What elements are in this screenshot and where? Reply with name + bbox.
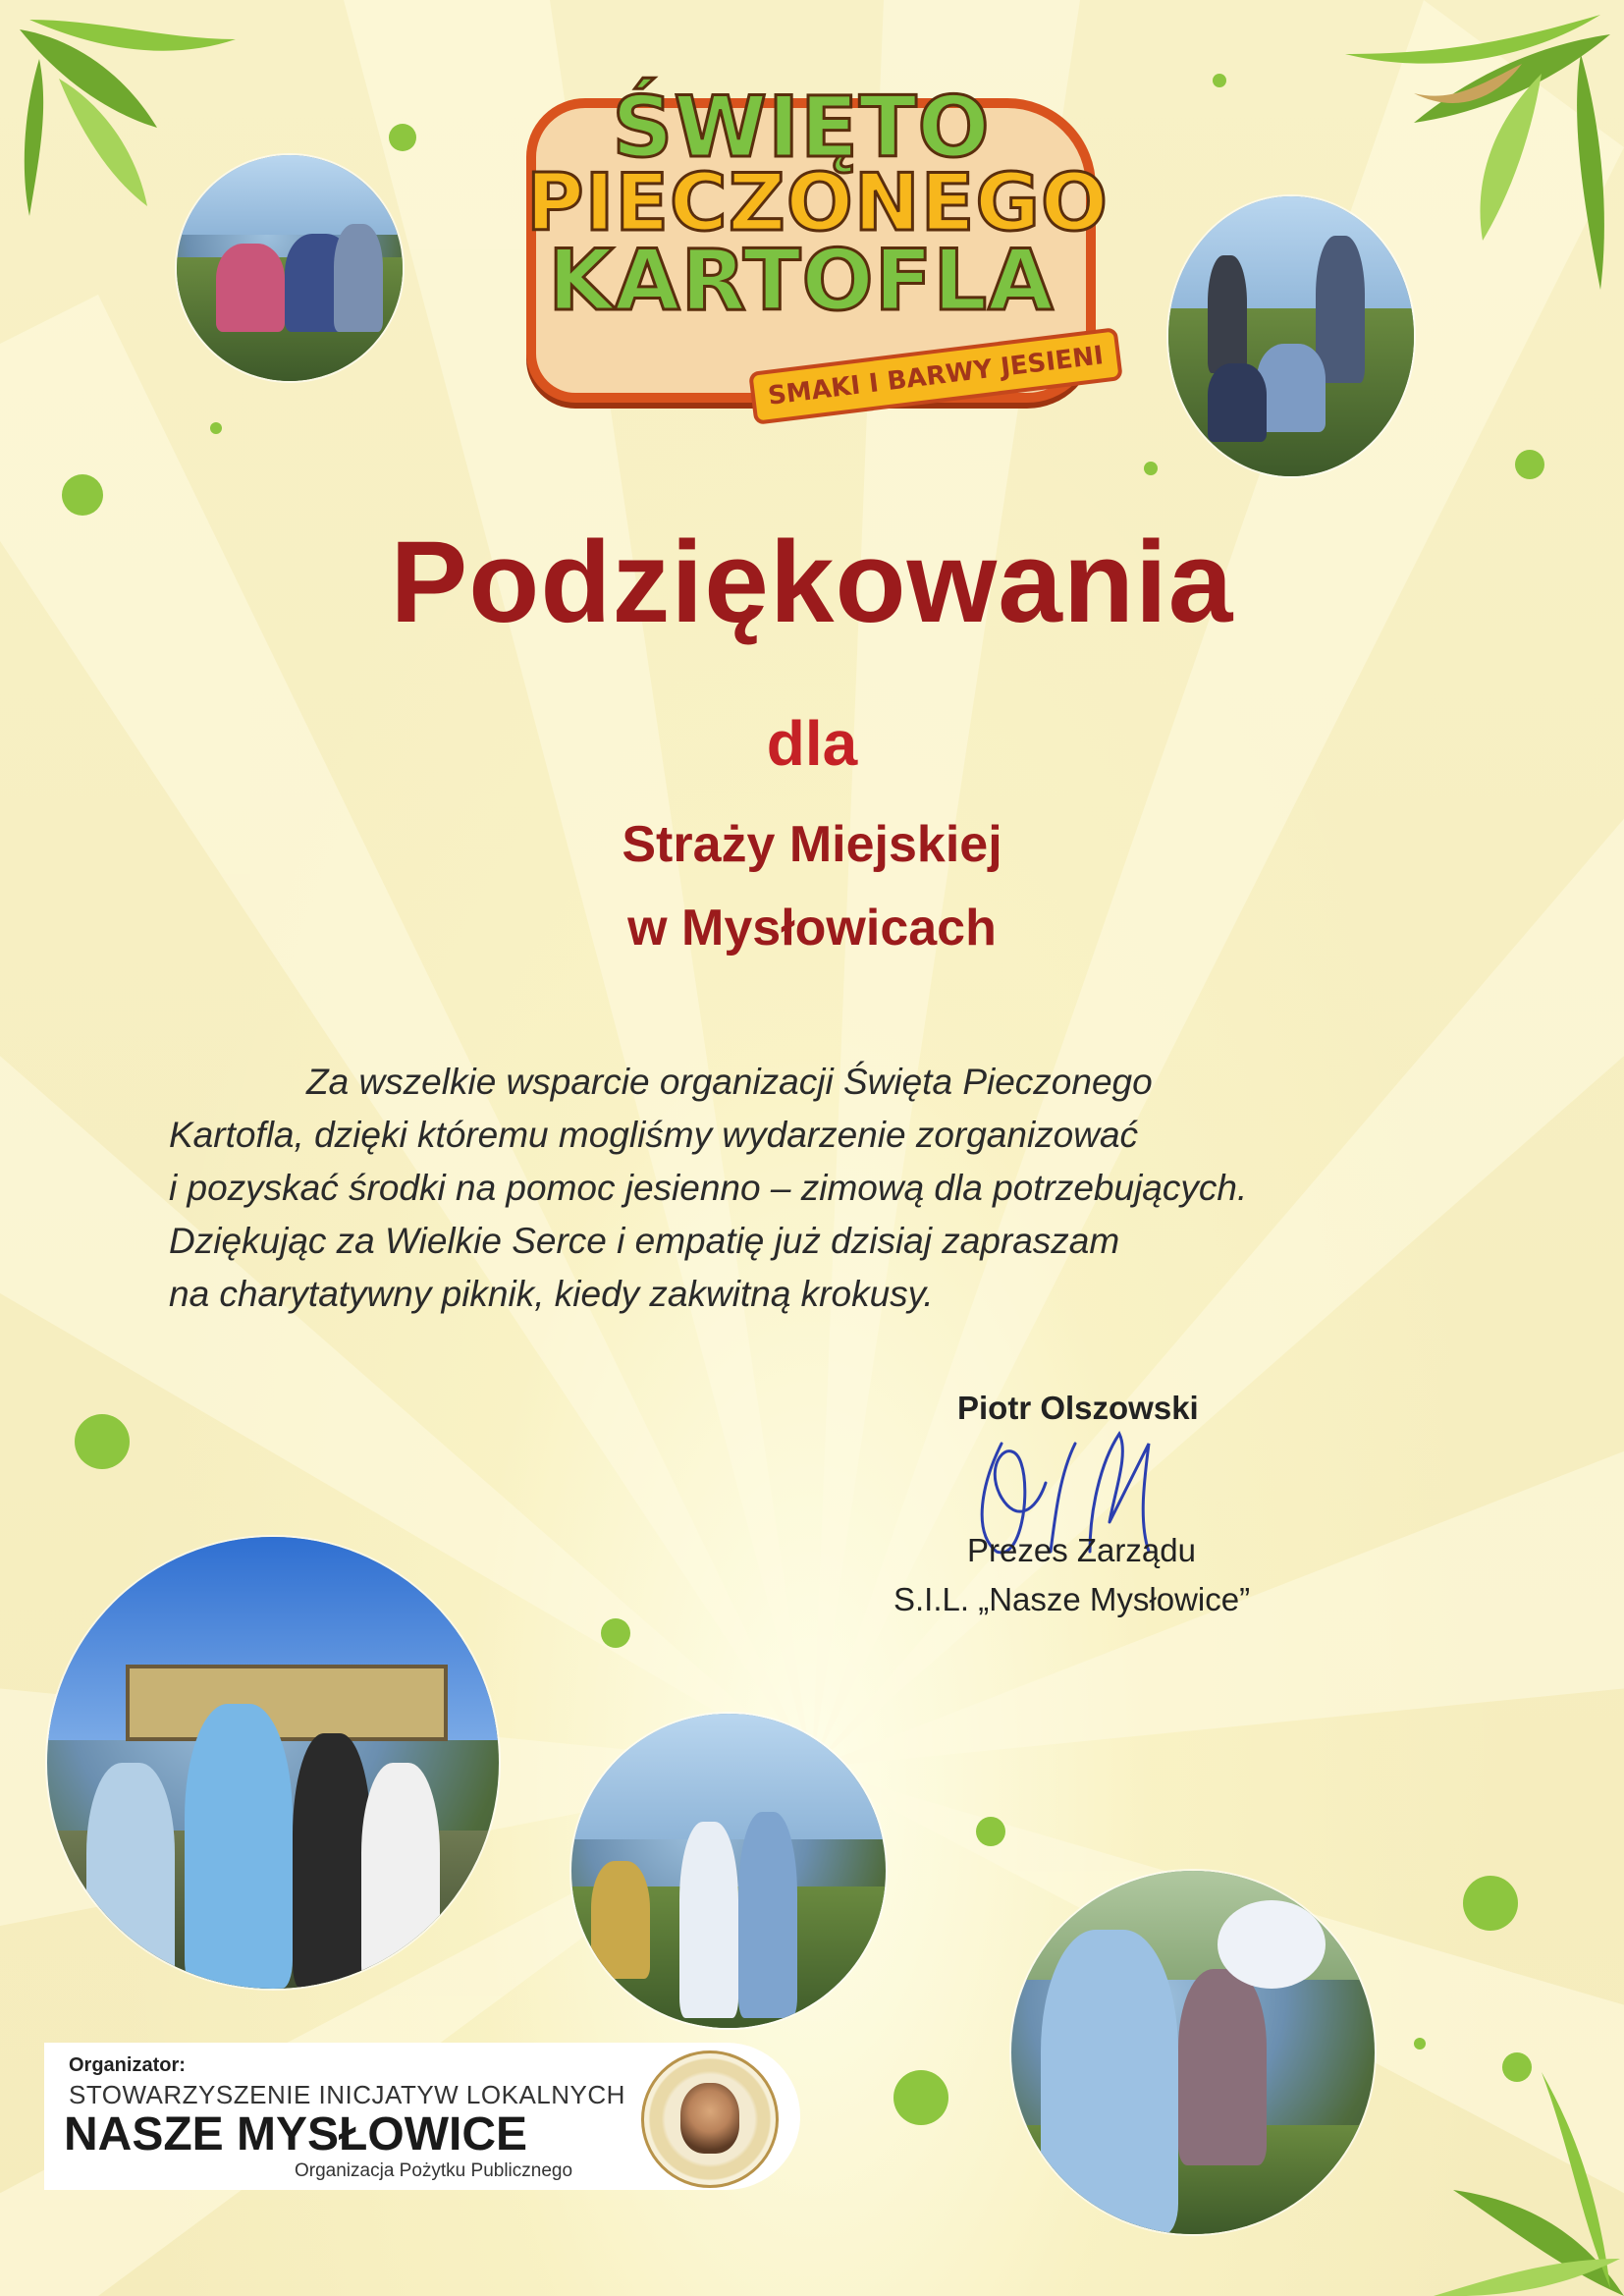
signatory-name: Piotr Olszowski <box>957 1390 1199 1426</box>
paragraph-line: Kartofla, dzięki któremu mogliśmy wydarzenie zorganizować <box>169 1115 1139 1155</box>
organization-seal-icon <box>641 2050 779 2188</box>
signatory-organization: S.I.L. „Nasze Mysłowice” <box>893 1581 1251 1617</box>
decor-dot <box>62 474 103 516</box>
decor-dot <box>1213 74 1226 87</box>
event-logo <box>526 59 1110 411</box>
paragraph-line: Dziękując za Wielkie Serce i empatię już dzisiaj zapraszam <box>169 1221 1120 1261</box>
logo-line-1: ŚWIĘTO <box>612 79 991 177</box>
decor-dot <box>389 124 416 151</box>
organizer-subtitle: Organizacja Pożytku Publicznego <box>295 2160 573 2181</box>
decor-dot <box>1515 450 1544 479</box>
decor-dot <box>601 1618 630 1648</box>
paragraph-line: i pozyskać środki na pomoc jesienno – zimową dla potrzebujących. <box>169 1168 1248 1208</box>
event-photo-center <box>571 1714 886 2028</box>
signatory-role: Prezes Zarządu <box>967 1532 1196 1568</box>
certificate-for: dla <box>766 708 858 779</box>
event-photo-top-right <box>1168 196 1414 476</box>
logo-tagline-ribbon: SMAKI I BARWY JESIENI <box>748 327 1123 425</box>
paragraph-line: Za wszelkie wsparcie organizacji Święta Pieczonego <box>306 1062 1153 1102</box>
organizer-label: Organizator: <box>69 2054 186 2076</box>
decor-dot <box>1502 2052 1532 2082</box>
decor-dot <box>1414 2038 1426 2050</box>
event-photo-top-left <box>177 155 403 381</box>
decor-dot <box>1144 462 1158 475</box>
event-photo-bottom-right <box>1011 1871 1375 2234</box>
decor-dot <box>1463 1876 1518 1931</box>
certificate-title: Podziękowania <box>390 518 1234 647</box>
organizer-name-line-1: STOWARZYSZENIE INICJATYW LOKALNYCH <box>69 2080 625 2109</box>
organizer-name-line-2: NASZE MYSŁOWICE <box>64 2108 528 2160</box>
seal-portrait <box>680 2083 739 2154</box>
recipient-line-1: Straży Miejskiej <box>622 816 1002 873</box>
organizer-box <box>44 2043 800 2190</box>
paragraph-line: na charytatywny piknik, kiedy zakwitną krokusy. <box>169 1274 934 1314</box>
recipient-line-2: w Mysłowicach <box>627 900 997 957</box>
logo-line-3: KARTOFLA <box>548 232 1055 330</box>
logo-line-2: PIECZONEGO <box>526 157 1110 248</box>
decor-dot <box>893 2070 948 2125</box>
thank-you-paragraph <box>169 1056 1485 1321</box>
decor-dot <box>976 1817 1005 1846</box>
decor-dot <box>75 1414 130 1469</box>
event-photo-mascot <box>47 1537 499 1989</box>
decor-dot <box>210 422 222 434</box>
